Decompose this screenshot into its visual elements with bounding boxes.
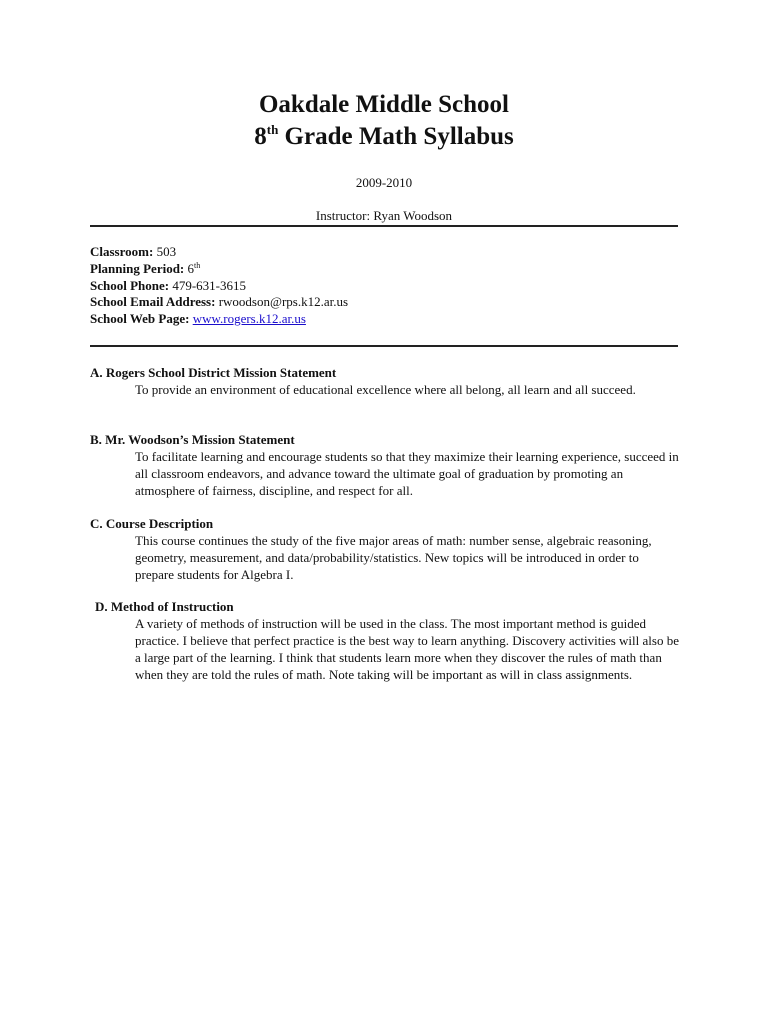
section-course-description bbox=[90, 515, 680, 583]
grade-suffix: th bbox=[266, 122, 279, 137]
school-name-title: Oakdale Middle School bbox=[258, 91, 510, 118]
instructor-line: Instructor: Ryan Woodson bbox=[315, 208, 453, 223]
top-divider bbox=[90, 225, 678, 227]
syllabus-title bbox=[0, 122, 768, 152]
planning-period-row bbox=[90, 261, 348, 278]
school-web-row bbox=[90, 311, 348, 328]
bottom-divider bbox=[90, 345, 678, 347]
section-body: To provide an environment of educational excellence where all belong, all learn and all succeed. bbox=[135, 382, 636, 397]
section-mission-district bbox=[90, 364, 680, 398]
planning-period-value: 6 bbox=[184, 260, 195, 276]
section-body: To facilitate learning and encourage students so that they maximize their learning experience, succeed in all classroom endeavors, and advance toward the ultimate goal of graduation by promoting an atmosphere of fairness, discipline, and respect for all. bbox=[135, 449, 679, 498]
classroom-label: Classroom: bbox=[90, 244, 154, 259]
section-mission-teacher bbox=[90, 431, 680, 499]
section-heading: C. Course Description bbox=[90, 516, 214, 531]
classroom-row bbox=[90, 244, 348, 261]
section-heading: D. Method of Instruction bbox=[95, 599, 234, 614]
school-email-value: rwoodson@rps.k12.ar.us bbox=[215, 294, 349, 310]
section-heading: B. Mr. Woodson’s Mission Statement bbox=[90, 432, 295, 447]
section-body: This course continues the study of the five major areas of math: number sense, algebraic reasoning, geometry, measurement, and data/probability/statistics. New topics will be introduced in order to prepare students for Algebra I. bbox=[135, 533, 652, 582]
planning-period-suffix: th bbox=[194, 260, 201, 270]
school-phone-label: School Phone: bbox=[90, 277, 170, 293]
school-email-label: School Email Address: bbox=[90, 294, 216, 310]
school-web-link[interactable]: www.rogers.k12.ar.us bbox=[192, 311, 306, 327]
contact-info bbox=[90, 244, 348, 328]
section-heading: A. Rogers School District Mission Statement bbox=[90, 365, 337, 380]
syllabus-title-text: Grade Math Syllabus bbox=[278, 123, 514, 150]
classroom-value: 503 bbox=[153, 244, 177, 259]
section-method-of-instruction bbox=[95, 598, 680, 683]
planning-period-label: Planning Period: bbox=[90, 260, 185, 276]
school-email-row bbox=[90, 294, 348, 311]
school-phone-value: 479-631-3615 bbox=[169, 277, 247, 293]
school-year: 2009-2010 bbox=[355, 175, 413, 190]
grade-number: 8 bbox=[254, 123, 267, 150]
school-web-label: School Web Page: bbox=[90, 311, 190, 327]
school-phone-row bbox=[90, 278, 348, 295]
section-body: A variety of methods of instruction will be used in the class. The most important method is guided practice. I believe that perfect practice is the best way to learn anything. Discovery activities will also be a large part of the learning. I think that students learn more when they discover the rules of math than when they are told the rules of math. Note taking will be important as will in class assignments. bbox=[135, 616, 679, 682]
